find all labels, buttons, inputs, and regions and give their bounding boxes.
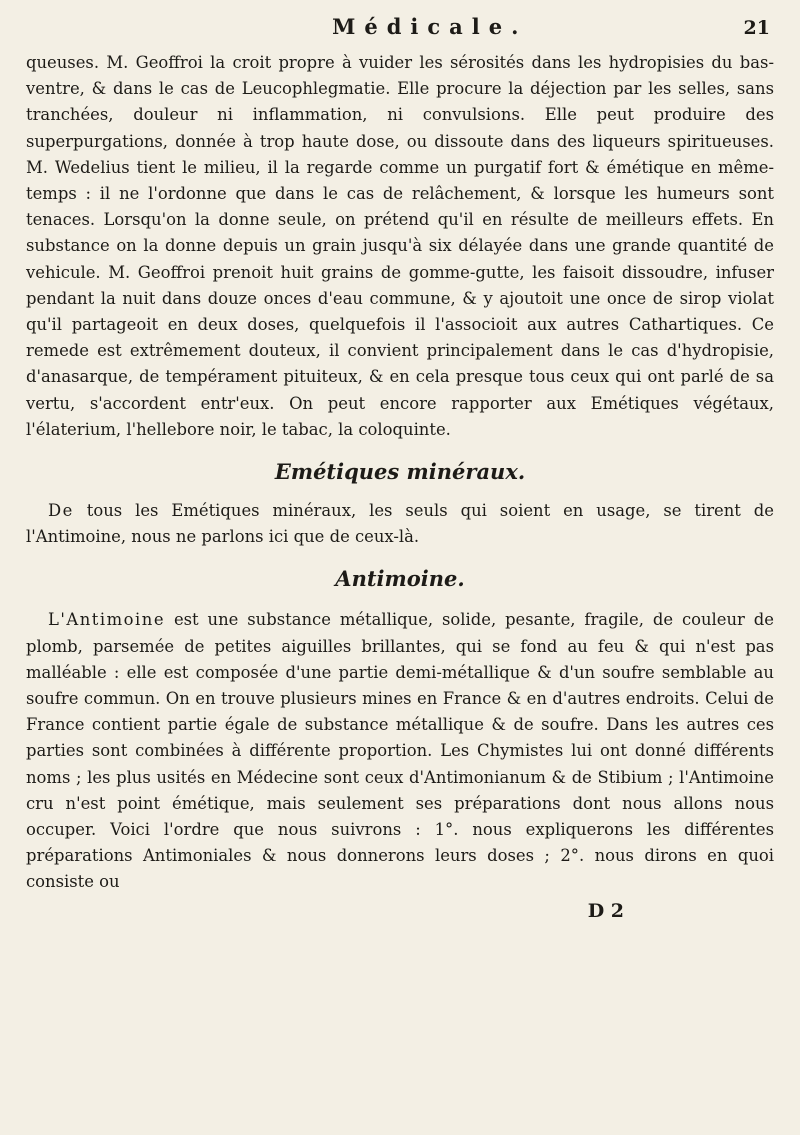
paragraph-text: tous les Emétiques minéraux, les seuls qui soient en usage, se tirent de l'Antimoine, nous ne parlons ici que de ceux-là. [26,501,774,547]
page-header [26,14,774,50]
signature-mark: D 2 [587,899,624,922]
lead-word: De [48,501,74,521]
lead-word: L'Antimoine [48,610,166,630]
paragraph-text: est une substance métallique, solide, pesante, fragile, de couleur de plomb, parsemée de petites aiguilles brillantes, qui se fond au feu & qui n'est pas malléable : elle est composée d'une partie demi-métallique & d'un soufre semblable au soufre commun. On en trouve plusieurs mines en France & en d'autres endroits. Celui de France contient partie égale de substance métallique & de soufre. Dans les autres ces parties sont combinées à différente proportion. Les Chymistes lui ont donné différents noms ; les plus usités en Médecine sont ceux d'Antimonianum & de Stibium ; l'Antimoine cru n'est point émétique, mais seulement ses préparations dont nous allons nous occuper. Voici l'ordre que nous suivrons : 1°. nous expliquerons les différentes préparations Antimoniales & nous donnerons leurs doses ; 2°. nous dirons en quoi consiste ou [26,610,774,892]
paragraph-emetiques-mineraux [26,498,774,550]
running-title: Médicale. [332,14,528,39]
page-number: 21 [743,17,770,39]
section-heading-antimoine: Antimoine. [335,566,465,592]
section-heading-emetiques-mineraux: Emétiques minéraux. [274,459,526,485]
paragraph-gomme-gutte: queuses. M. Geoffroi la croit propre à vuider les sérosités dans les hydropisies du bas-ventre, & dans le cas de Leucophlegmatie. Elle procure la déjection par les selles, sans tranchées, douleur ni inflammation, ni convulsions. Elle peut produire des superpurgations, donnée à trop haute dose, ou dissoute dans des liqueurs spiritueuses. M. Wedelius tient le milieu, il la regarde comme un purgatif fort & émétique en même-temps : il ne l'ordonne que dans le cas de relâchement, & lorsque les humeurs sont tenaces. Lorsqu'on la donne seule, on prétend qu'il en résulte de meilleurs effets. En substance on la donne depuis un grain jusqu'à six délayée dans une grande quantité de vehicule. M. Geoffroi prenoit huit grains de gomme-gutte, les faisoit dissoudre, infuser pendant la nuit dans douze onces d'eau commune, & y ajoutoit une once de sirop violat qu'il partageoit en deux doses, quelquefois il l'associoit aux autres Cathartiques. Ce remede est extrêmement douteux, il convient principalement dans le cas d'hydropisie, d'anasarque, de tempérament pituiteux, & en cela presque tous ceux qui ont parlé de sa vertu, s'accordent entr'eux. On peut encore rapporter aux Emétiques végétaux, l'élaterium, l'hellebore noir, le tabac, la coloquinte. [26,53,774,439]
paragraph-antimoine [26,607,774,895]
